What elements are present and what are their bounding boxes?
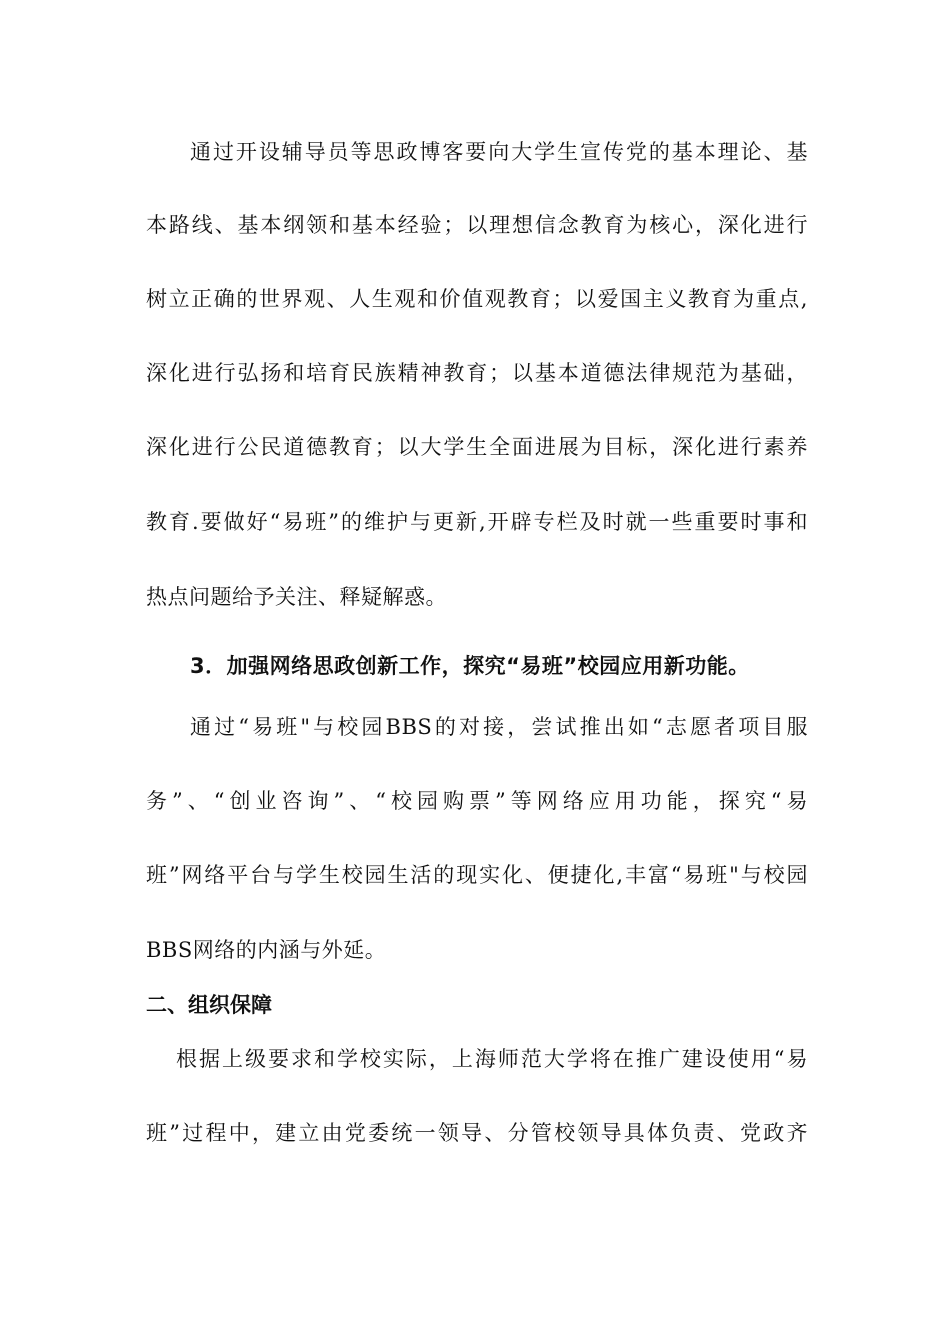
paragraph-1-line-4: 深化进行弘扬和培育民族精神教育；以基本道德法律规范为基础， [146,361,808,385]
section-2-heading: 二、组织保障 [146,993,272,1017]
paragraph-1-line-3: 树立正确的世界观、人生观和价值观教育；以爱国主义教育为重点, [146,287,808,311]
paragraph-3-line-2: 班”过程中，建立由党委统一领导、分管校领导具体负责、党政齐 [146,1121,808,1145]
paragraph-1-line-2: 本路线、基本纲领和基本经验；以理想信念教育为核心，深化进行 [146,213,808,237]
paragraph-2-line-3: 班”网络平台与学生校园生活的现实化、便捷化,丰富“易班"与校园 [146,863,808,887]
subheading-3: 3．加强网络思政创新工作，探究“易班”校园应用新功能。 [190,654,750,678]
paragraph-1-line-1: 通过开设辅导员等思政博客要向大学生宣传党的基本理论、基 [190,140,808,164]
paragraph-1-line-7: 热点问题给予关注、释疑解惑。 [146,585,447,609]
paragraph-1-line-6: 教育.要做好“易班”的维护与更新,开辟专栏及时就一些重要时事和 [146,510,808,534]
paragraph-1-line-5: 深化进行公民道德教育；以大学生全面进展为目标，深化进行素养 [146,435,808,459]
paragraph-2-line-1: 通过“易班"与校园BBS的对接，尝试推出如“志愿者项目服 [190,715,808,739]
paragraph-2-line-4: BBS网络的内涵与外延。 [146,938,387,962]
paragraph-2-line-2: 务”、“创业咨询”、“校园购票”等网络应用功能，探究“易 [146,789,808,813]
paragraph-3-line-1: 根据上级要求和学校实际，上海师范大学将在推广建设使用“易 [176,1047,808,1071]
